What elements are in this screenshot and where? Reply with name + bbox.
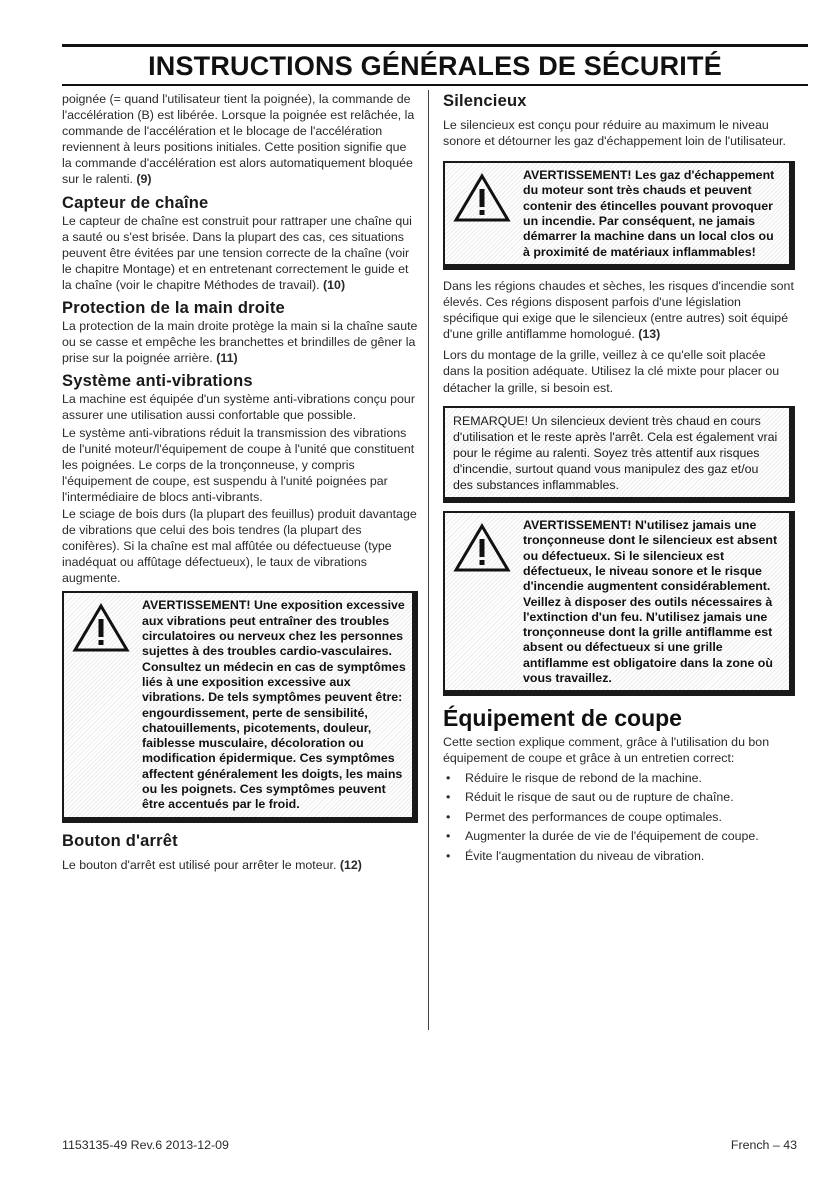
footer-doc-id: 1153135-49 Rev.6 2013-12-09 bbox=[62, 1138, 229, 1152]
bullet-icon: • bbox=[446, 770, 451, 785]
bullet-icon: • bbox=[446, 790, 451, 805]
warning-triangle-icon bbox=[72, 603, 130, 653]
intro-paragraph: poignée (= quand l'utilisateur tient la poignée), la commande de l'accélération (B) est libérée. Lorsque la poignée est relâchée, la commande de l'accélération et le blocage de l'accélération reviennent à leurs positions initiales. Cette position signifie que la commande d'accélération est alors automatiquement bloquée sur le ralenti. (9) bbox=[62, 92, 415, 187]
anti-vibration-paragraph-1: La machine est équipée d'un système anti-vibrations conçu pour assurer une utilisation aussi confortable que possible. bbox=[62, 392, 415, 423]
warning-text: AVERTISSEMENT! Les gaz d'échappement du moteur sont très chauds et peuvent contenir des étincelles pouvant provoquer un incendie. Par conséquent, ne jamais démarrer la machine dans un local clos ou à proximité de matériaux inflammables! bbox=[523, 168, 775, 259]
bullet-icon: • bbox=[446, 829, 451, 844]
warning-box-vibration bbox=[62, 591, 418, 822]
footer-page-number: French – 43 bbox=[730, 1138, 797, 1152]
figure-ref: (13) bbox=[638, 327, 661, 342]
page-title: INSTRUCTIONS GÉNÉRALES DE SÉCURITÉ bbox=[148, 51, 722, 81]
section-heading-silencer: Silencieux bbox=[443, 92, 527, 110]
column-divider bbox=[428, 90, 429, 1030]
cutting-bullet-list bbox=[443, 769, 795, 867]
silencer-paragraph: Le silencieux est conçu pour réduire au maximum le niveau sonore et détourner les gaz d'échappement loin de l'utilisateur. bbox=[443, 118, 786, 149]
figure-ref: (10) bbox=[323, 277, 346, 292]
warning-text: AVERTISSEMENT! Une exposition excessive aux vibrations peut entraîner des troubles circulatoires ou nerveux chez les personnes sujettes à des troubles cardio-vasculaires. Consultez un médecin en cas de symptômes liés à une exposition excessive aux vibrations. De tels symptômes peuvent être: engourdissement, perte de sensibilité, chatouillements, picotements, douleur, faiblesse musculaire, décoloration ou modification épidermique. Ces symptômes affectent généralement les doigts, les mains ou les poignets. Ces symptômes peuvent être accentués par le froid. bbox=[142, 598, 406, 812]
right-column bbox=[443, 91, 795, 866]
warning-triangle-icon bbox=[453, 523, 511, 573]
right-hand-paragraph: La protection de la main droite protège la main si la chaîne saute ou se casse et empêche les branchettes et brindilles de gêner la prise sur la poignée arrière. (11) bbox=[62, 319, 418, 366]
header-rule-bottom bbox=[62, 84, 808, 86]
figure-ref: (9) bbox=[136, 172, 152, 187]
cutting-intro-paragraph: Cette section explique comment, grâce à l'utilisation du bon équipement de coupe et grâce à un entretien correct: bbox=[443, 735, 770, 766]
list-item: • Réduire le risque de rebond de la machine. bbox=[443, 769, 795, 789]
warning-box-silencer bbox=[443, 511, 795, 696]
section-heading-chain-catcher: Capteur de chaîne bbox=[62, 193, 209, 212]
note-box bbox=[443, 406, 795, 503]
regions-paragraph: Dans les régions chaudes et sèches, les risques d'incendie sont élevés. Ces régions disposent parfois d'une législation spécifique qui exige que le silencieux (entre autres) soit équipé d'une grille antiflamme homologué. (13) bbox=[443, 278, 794, 342]
left-column bbox=[62, 91, 418, 878]
bullet-icon: • bbox=[446, 809, 451, 824]
section-heading-right-hand: Protection de la main droite bbox=[62, 299, 285, 318]
list-item: • Réduit le risque de saut ou de rupture de chaîne. bbox=[443, 788, 795, 808]
list-item: • Évite l'augmentation du niveau de vibration. bbox=[443, 847, 795, 867]
list-item: • Augmenter la durée de vie de l'équipement de coupe. bbox=[443, 827, 795, 847]
figure-ref: (12) bbox=[339, 857, 362, 872]
header-rule-top bbox=[62, 44, 808, 47]
warning-triangle-icon bbox=[453, 173, 511, 223]
section-heading-stop-button: Bouton d'arrêt bbox=[62, 831, 178, 850]
mounting-paragraph: Lors du montage de la grille, veillez à ce qu'elle soit placée dans la position adéquate. Utilisez la clé mixte pour placer ou détacher la grille, si besoin est. bbox=[443, 348, 780, 395]
section-heading-anti-vibration: Système anti-vibrations bbox=[62, 372, 253, 391]
figure-ref: (11) bbox=[216, 351, 238, 366]
section-heading-cutting-equipment: Équipement de coupe bbox=[443, 705, 682, 732]
warning-text: AVERTISSEMENT! N'utilisez jamais une tronçonneuse dont le silencieux est absent ou défectueux. Si le silencieux est défectueux, le niveau sonore et le risque d'incendie augmentent considérablement. Veillez à disposer des outils nécessaires à l'extinction d'un feu. N'utilisez jamais une tronçonneuse dont la grille antiflamme est absent ou défectueux si une grille antiflamme est obligatoire dans la zone où vous travaillez. bbox=[523, 518, 778, 686]
anti-vibration-paragraph-2: Le système anti-vibrations réduit la transmission des vibrations de l'unité moteur/l'équipement de coupe à l'unité que constituent les poignées. Le corps de la tronçonneuse, y compris l'équipement de coupe, est suspendu à l'unité poignées par l'intermédiaire de blocs anti-vibrants. bbox=[62, 425, 415, 504]
warning-box-exhaust bbox=[443, 161, 795, 270]
stop-button-paragraph: Le bouton d'arrêt est utilisé pour arrêter le moteur. (12) bbox=[62, 857, 362, 872]
note-text: REMARQUE! Un silencieux devient très chaud en cours d'utilisation et le reste après l'arrêt. Cela est également vrai pour le régime au ralenti. Soyez très attentif aux risques d'incendie, surtout quand vous manipulez des gaz et/ou des substances inflammables. bbox=[453, 413, 778, 492]
chain-catcher-paragraph: Le capteur de chaîne est construit pour rattraper une chaîne qui a sauté ou s'est brisée. Dans la plupart des cas, ces situations peuvent être évitées par une tension correcte de la chaîne (voir le chapitre Montage) et en entretenant correctement le guide et la chaîne (voir le chapitre Méthodes de travail). (10) bbox=[62, 213, 412, 292]
bullet-icon: • bbox=[446, 848, 451, 863]
list-item: • Permet des performances de coupe optimales. bbox=[443, 808, 795, 828]
anti-vibration-paragraph-3: Le sciage de bois durs (la plupart des feuillus) produit davantage de vibrations que celui des bois tendres (la plupart des conifères). Si la chaîne est mal affûtée ou défectueuse (type inadéquat ou affûtage défectueux), le taux de vibrations augmente. bbox=[62, 506, 417, 586]
